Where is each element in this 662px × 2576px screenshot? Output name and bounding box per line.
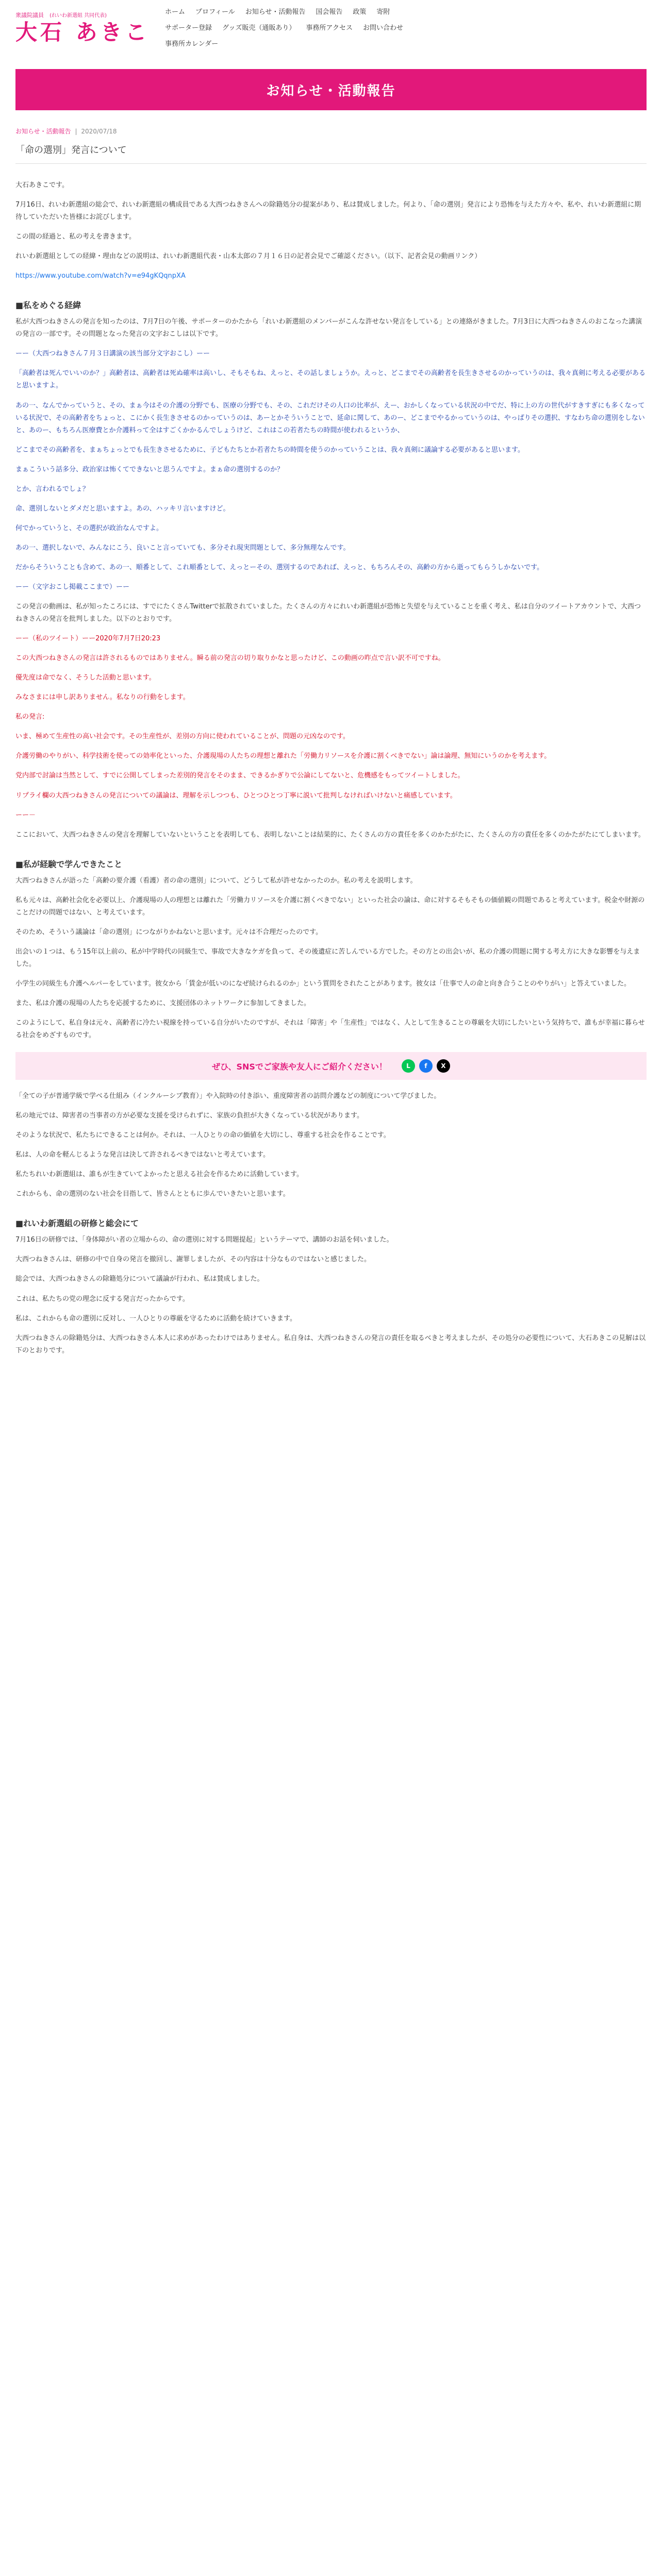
nav-row-3 [160,35,521,51]
quote-line: あの一、なんでかっていうと、その、まぁ今はその介護の分野でも、医療の分野でも、その、これだけその人口の比率が、えー、おかしくなっている状況の中でだ、特に上の方の世代がすきすぎにも多くなっている状況で、その高齢者をちょっと、こにかく長生きさせるのかっていうのは、あーとかそういうことで、延命に関して、あのー、どこまでやるかっていうのは、やっぱりその選択、すなわち命の選別をしないと、あのー、もちろん医療費とか介護料って全はすごくかかるんでしょうけど、これはこの若者たちの時間が使われるというか、 [15,401,645,434]
logo-party: (れいわ新選組 共同代表) [49,13,107,19]
nav-home[interactable]: ホーム [165,8,186,16]
nav-profile[interactable]: プロフィール [195,8,235,16]
red-line: 私の発言: [15,713,45,721]
body-paragraph: 7月16日の研修では、「身体障がい者の立場からの、命の選別に対する問題提起」というテーマで、講師のお話を伺いました。 [15,1236,393,1244]
post-content [15,127,647,1357]
body-paragraph: 私の地元では、障害者の当事者の方が必要な支援を受けられずに、家族の負担が大きくなっている状況があります。 [15,1112,363,1120]
section-heading: ■れいわ新選組の研修と総会にて [15,1218,139,1229]
section-paragraph: 大西つねきさんが語った「高齢の要介護（看護）者の命の選別」について、どうして私が許せなかったのか。私の考えを説明します。 [15,876,417,885]
body-paragraph: 私は、人の命を軽んじるような発言は決して許されるべきではないと考えています。 [15,1151,270,1159]
body-paragraph: 大西つねきさんの除籍処分は、大西つねきさん本人に求めがあったわけではありません。私自身は、大西つねきさんの発言の責任を取るべきと考えましたが、その処分の必要性について、大石あきこの見解は以下のとおりです。 [15,1334,646,1354]
breadcrumb [15,127,647,135]
nav-calendar[interactable]: 事務所カレンダー [165,40,219,48]
quote-line: どこまでその高齢者を、まぁちょっとでも長生きさせるために、子どもたちとか若者たちの時間を使うのかっていうことは、我々真剣に議論する必要があると思います。 [15,446,524,454]
tweet-line: みなさまには申し訳ありません。私なりの行動をします。 [15,693,190,702]
post-date: 2020/07/18 [81,128,117,135]
red-line: いま、極めて生産性の高い社会です。その生産性が、差別の方向に使われていることが、問題の元凶なのです。 [15,733,350,741]
breadcrumb-category[interactable]: お知らせ・活動報告 [15,128,71,135]
nav-goods[interactable]: グッズ販売（通販あり） [222,24,296,32]
title-divider [15,163,647,164]
body-paragraph: 私たちれいわ新選組は、誰もが生きていてよかったと思える社会を作るために活動しています。 [15,1171,303,1179]
body-paragraph: 出会いの１つは、もう15年以上前の、私が中学時代の同級生で、事故で大きなケガを負って、その後遺症に苦しんでいる方でした。その方との出会いが、私の介護の問題に関する考え方に大きな影響を与えました。 [15,947,640,968]
nav-diet-report[interactable]: 国会報告 [316,8,343,16]
intro-paragraph: れいわ新選組としての経緯・理由などの説明は、れいわ新選組代表・山本太郎の７月１６日の記者会見でご確認ください。（以下、記者会見の動画リンク） [15,252,482,261]
body-paragraph: 私も元々は、高齢社会化を必要以上、介護現場の人の理想とは離れた「労働力リソースを介護に割くべきでない」といった社会の論は、命に対するそもそもの価値観の問題であると考えています。税金や財源のことだけの問題ではない、と考えています。 [15,896,645,917]
quote-line: 「高齢者は死んでいいのか？」高齢者は、高齢者は死ぬ確率は高いし、そもそもね、えっと、その話しましょうか。えっと、どこまでその高齢者を長生きさせるのかっていうのは、我々真剣に考える必要があると思いますよ。 [15,369,646,390]
quote-heading: ーー（大西つねきさん７月３日講演の該当部分文字おこし）ーー [15,350,210,358]
logo-name: 大石 あきこ [15,20,150,45]
logo-subtitle: 衆議院議員 [15,12,44,19]
quote-line: あの一、選択しないで、みんなにこう、良いこと言っていても、多分それ現実問題として、多分無理なんです。 [15,544,350,552]
body-paragraph: 私は、これからも命の選別に反対し、一人ひとりの尊厳を守るために活動を続けていきます。 [15,1314,296,1323]
nav-contact[interactable]: お問い合わせ [363,24,404,32]
nav-policy[interactable]: 政策 [353,8,367,16]
nav-row-1 [160,3,521,19]
video-link[interactable]: https://www.youtube.com/watch?v=e94gKQqnpXA [15,272,186,280]
body-paragraph: このようにして、私自身は元々、高齢者に冷たい視線を持っている自分がいたのですが、それは「障害」や「生産性」ではなく、人として生きることの尊厳を大切にしたいという気持ちで、誰もが幸福に暮らせる社会をめざすものです。 [15,1019,645,1040]
hero-title: お知らせ・活動報告 [266,83,396,99]
nav-donate[interactable]: 寄附 [376,8,390,16]
body-paragraph: また、私は介護の現場の人たちを応援するために、支援団体のネットワークに参加してきました。 [15,999,311,1007]
tweet-line: この大西つねきさんの発言は許されるものではありません。瞬る前の発言の切り取りかなと思ったけど、この動画の昨点で言い訳不可ですね。 [15,654,445,663]
quote-line: 命、選別しないとダメだと思いますよ。あの、ハッキリ言いますけど。 [15,504,230,513]
nav-row-2 [160,19,521,35]
red-line: リプライ欄の大西つねきさんの発言についての議論は、理解を示しつつも、ひとつひとつ丁寧に説いて批判しなければいけないと痛感しています。 [15,791,457,800]
section-paragraph: 私が大西つねきさんの発言を知ったのは、7月7日の午後、サポーターのかたから「れいわ新選組のメンバーがこんな許せない発言をしている」との連絡がきました。7月3日に大西つねきさんのおこなった講演の発言の一部です。その問題となった発言の文字おこしは以下です。 [15,318,642,338]
facebook-icon[interactable]: f [419,1059,433,1073]
main-nav [160,3,521,51]
red-line: ーー－ [15,811,36,819]
intro-paragraph: 7月16日、れいわ新選組の総会で、れいわ新選組の構成員である大西つねきさんへの除籍処分の提案があり、私は賛成しました。何より、「命の選別」発言により恐怖を与えた方々や、私や、れいわ新選組に期待していただいた皆様にお詫びします。 [15,201,641,222]
red-line: 党内部で討論は当然として、すでに公開してしまった差別的発言をそのまま、できるかぎりで公論にしてないと、危機感をもってツイートしました。 [15,772,465,780]
x-icon[interactable]: X [437,1059,450,1073]
body-paragraph: 大西つねきさんは、研修の中で自身の発言を撤回し、謝罪しましたが、その内容は十分なものではないと感じました。 [15,1256,371,1264]
body-paragraph: 「全ての子が普通学級で学べる仕組み（インクルーシブ教育）」や入院時の付き添い、重度障害者の訪問介護などの制度について学びました。 [15,1092,441,1100]
quote-line: だからそういうことも含めて、あの一、順番として、これ順番として、えっとーその、選別するのであれば、えっと、もちろんその、高齢の方から逝ってもらうしかないです。 [15,563,544,571]
nav-supporter[interactable]: サポーター登録 [165,24,212,32]
site-logo[interactable] [15,9,150,46]
breadcrumb-separator: | [75,128,77,135]
share-bar [15,1052,647,1080]
body-paragraph: 総会では、大西つねきさんの除籍処分について議論が行われ、私は賛成しました。 [15,1275,264,1283]
body-paragraph: そのような状況で、私たちにできることは何か。それは、一人ひとりの命の価値を大切にし、尊重する社会を作ることです。 [15,1131,390,1140]
section-paragraph: ここにおいて、大西つねきさんの発言を理解していないということを表明しても、表明しないことは結果的に、たくさんの方の責任を多くのかたがたに、たくさんの方の責任を多くのかたがたにてしまいます。 [15,831,645,839]
intro-paragraph: この間の経過と、私の考えを書きます。 [15,233,136,241]
quote-line: とか、言われるでしょ？ [15,485,89,493]
post-title: 「命の選別」発言について [15,145,127,156]
body-paragraph: これからも、命の選別のない社会を目指して、皆さんとともに歩んでいきたいと思います。 [15,1190,290,1198]
body-paragraph: 小学生の同級生も介護ヘルパーをしています。彼女から「賃金が低いのになぜ続けられるのか」という質問をされたことがあります。彼女は「仕事で人の命と向き合うことのやりがい」と答えていました。 [15,979,631,988]
site-header [0,0,662,62]
share-text: ぜひ、SNSでご家族や友人にご紹介ください！ [212,1061,387,1072]
nav-office-access[interactable]: 事務所アクセス [306,24,353,32]
line-icon[interactable]: L [402,1059,415,1073]
quote-line: 何でかっていうと、その選択が政治なんですよ。 [15,524,163,532]
section-paragraph: この発言の動画は、私が知ったころには、すでにたくさんTwitterで拡散されていました。たくさんの方々にれいわ新選組が恐怖と失望を与えていることを重く考え、私は自分のツイートアカウントで、大西つねきさんの発言を批判しました。以下のとおりです。 [15,603,641,623]
quote-line: まぁこういう話多分、政治家は怖くてできないと思うんですよ。まぁ命の選別するのか？ [15,465,284,473]
red-line: 介護労働のやりがい、科学技術を使っての効率化といった、介護現場の人たちの理想と離れた「労働力リソースを介護に割くべきでない」論は論理、無知にいうのかを考えます。 [15,752,551,760]
section-heading: ■私が経験で学んできたこと [15,859,123,869]
section-heading: ■私をめぐる経緯 [15,300,81,311]
nav-news[interactable]: お知らせ・活動報告 [245,8,306,16]
tweet-line: 優先度は命でなく、そうした活動と思います。 [15,674,156,682]
body-paragraph: これは、私たちの党の理念に反する発言だったからです。 [15,1295,189,1303]
hero-banner [15,69,647,110]
tweet-line: ーー（私のツイート）ーー2020年7月7日20:23 [15,635,161,643]
body-paragraph: そのため、そういう議論は「命の選別」につながりかねないと思います。元々は不合理だったのです。 [15,928,323,936]
intro-paragraph: 大石あきこです。 [15,181,69,189]
quote-line: ーー（文字おこし掲載ここまで）ーー [15,583,130,591]
